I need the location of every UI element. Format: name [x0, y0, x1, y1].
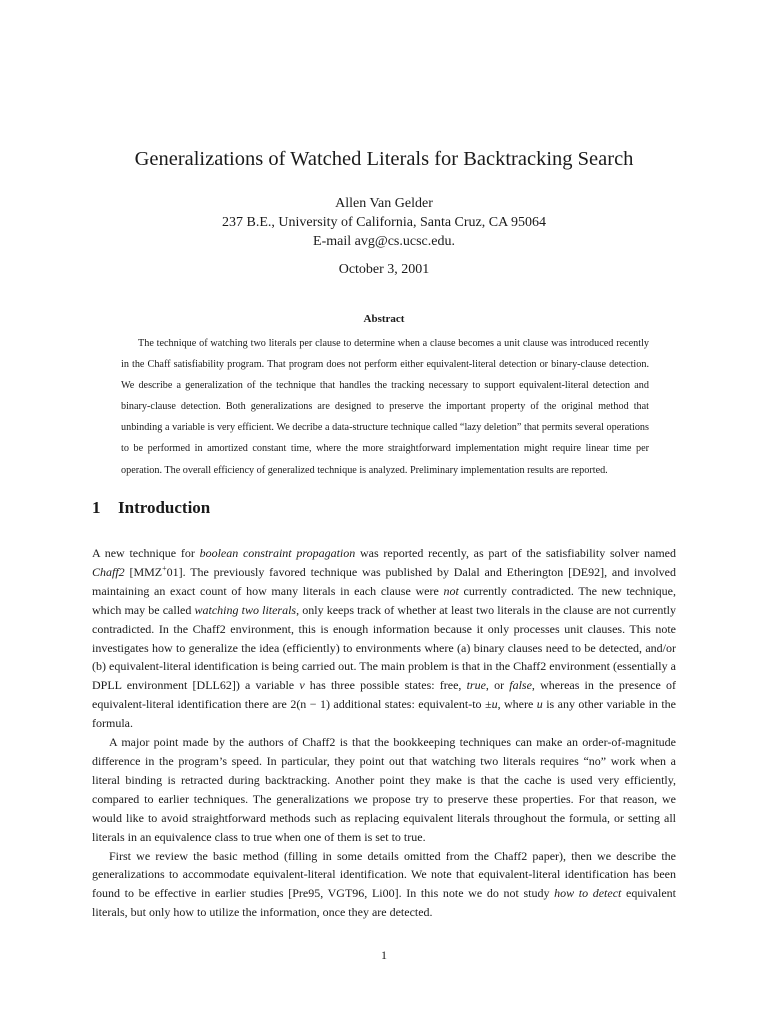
text-run: equivalent literals, but only how to utilize the information, once they are detected. — [92, 886, 676, 920]
superscript: + — [162, 563, 167, 573]
text-run: has three possible states: free, — [304, 678, 467, 693]
emphasis: Chaff2 — [92, 564, 125, 579]
paper-title: Generalizations of Watched Literals for Backtracking Search — [134, 148, 634, 170]
paragraph-1 — [92, 544, 676, 733]
text-run: , where — [497, 697, 537, 712]
section-title: Introduction — [118, 498, 211, 517]
emphasis: boolean constraint propagation — [199, 546, 356, 560]
text-run: 01]. The previously favored technique was published by Dalal and Etherington [DE92], and involved maintaining an exact count of how many literals in each clause were — [92, 564, 676, 598]
emphasis: watching two literals — [194, 602, 297, 617]
text-run: , or — [485, 678, 510, 693]
math-variable: u — [536, 697, 543, 712]
emphasis: true — [466, 678, 486, 693]
text-run: [MMZ — [124, 564, 163, 579]
paragraph-2: A major point made by the authors of Chaff2 is that the bookkeeping techniques can make an order-of-magnitude difference in the program’s speed. In particular, they point out that watching two literals requires “no” work when a literal binding is retracted during backtracking. Another point they make is that the cache is used very efficiently, compared to earlier techniques. The generalizations we propose try to preserve these properties. For that reason, we would like to avoid straightforward methods such as replacing equivalent literals throughout the formula, or setting all literals in an equivalence class to true when one of them is set to true. — [92, 735, 676, 844]
page-number: 1 — [381, 948, 387, 962]
text-run: currently contradicted. The new technique, which may be called — [92, 583, 676, 617]
text-run: First we review the basic method (filling in some details omitted from the Chaff2 paper), then we describe the generalizations to accommodate equivalent-literal identification. We note that equivalent-literal identification has been found to be effective in earlier studies [Pre95, VGT96, Li00]. In this note we do not study — [92, 848, 676, 901]
emphasis: how to detect — [554, 886, 622, 901]
math-variable: v — [299, 678, 305, 693]
text-run: , whereas in the presence of equivalent-literal identification there are — [92, 678, 677, 712]
author-name: Allen Van Gelder — [335, 196, 433, 211]
paragraph-3 — [92, 847, 676, 923]
text-run: A new technique for — [92, 546, 200, 560]
section-number: 1 — [92, 498, 101, 517]
text-run: is any other variable in the formula. — [92, 697, 676, 731]
text-run: , only keeps track of whether at least two literals in the clause are not currently contradicted. In the Chaff2 environment, this is enough information because it only processes unit clauses. This note investigates how to generalize the idea (efficiently) to environments where (a) binary clauses need to be detected, and/or (b) equivalent-literal identification is being carried out. The main problem is that in the Chaff2 environment (essentially a DPLL environment [DLL62]) a variable — [92, 602, 676, 693]
section-heading — [92, 497, 210, 519]
author-block — [0, 194, 768, 251]
abstract-heading: Abstract — [363, 313, 405, 325]
paper-date: October 3, 2001 — [338, 262, 430, 277]
math-expression: 2(n − 1) — [290, 697, 330, 712]
body-text — [92, 544, 676, 922]
author-address: 237 B.E., University of California, Santa Cruz, CA 95064 — [222, 215, 546, 230]
author-email: E-mail avg@cs.ucsc.edu. — [313, 234, 455, 249]
text-run: additional states: equivalent-to — [329, 697, 485, 712]
math-expression: ±u — [484, 697, 498, 712]
emphasis: false — [509, 678, 532, 693]
text-run: was reported recently, as part of the satisfiability solver named — [355, 546, 676, 560]
abstract-text: The technique of watching two literals per clause to determine when a clause becomes a unit clause was introduced recently in the Chaff satisfiability program. That program does not perform either equivalent-literal detection or binary-clause detection. We describe a generalization of the technique that handles the tracking necessary to support equivalent-literal detection and binary-clause detection. Both generalizations are designed to preserve the important property of the original method that unbinding a variable is very efficient. We decribe a data-structure technique called “lazy deletion” that permits several operations to be performed in amortized constant time, where the more straightforward implementation might require linear time per operation. The overall efficiency of generalized technique is analyzed. Preliminary implementation results are reported. — [121, 338, 649, 476]
emphasis: not — [443, 583, 459, 598]
